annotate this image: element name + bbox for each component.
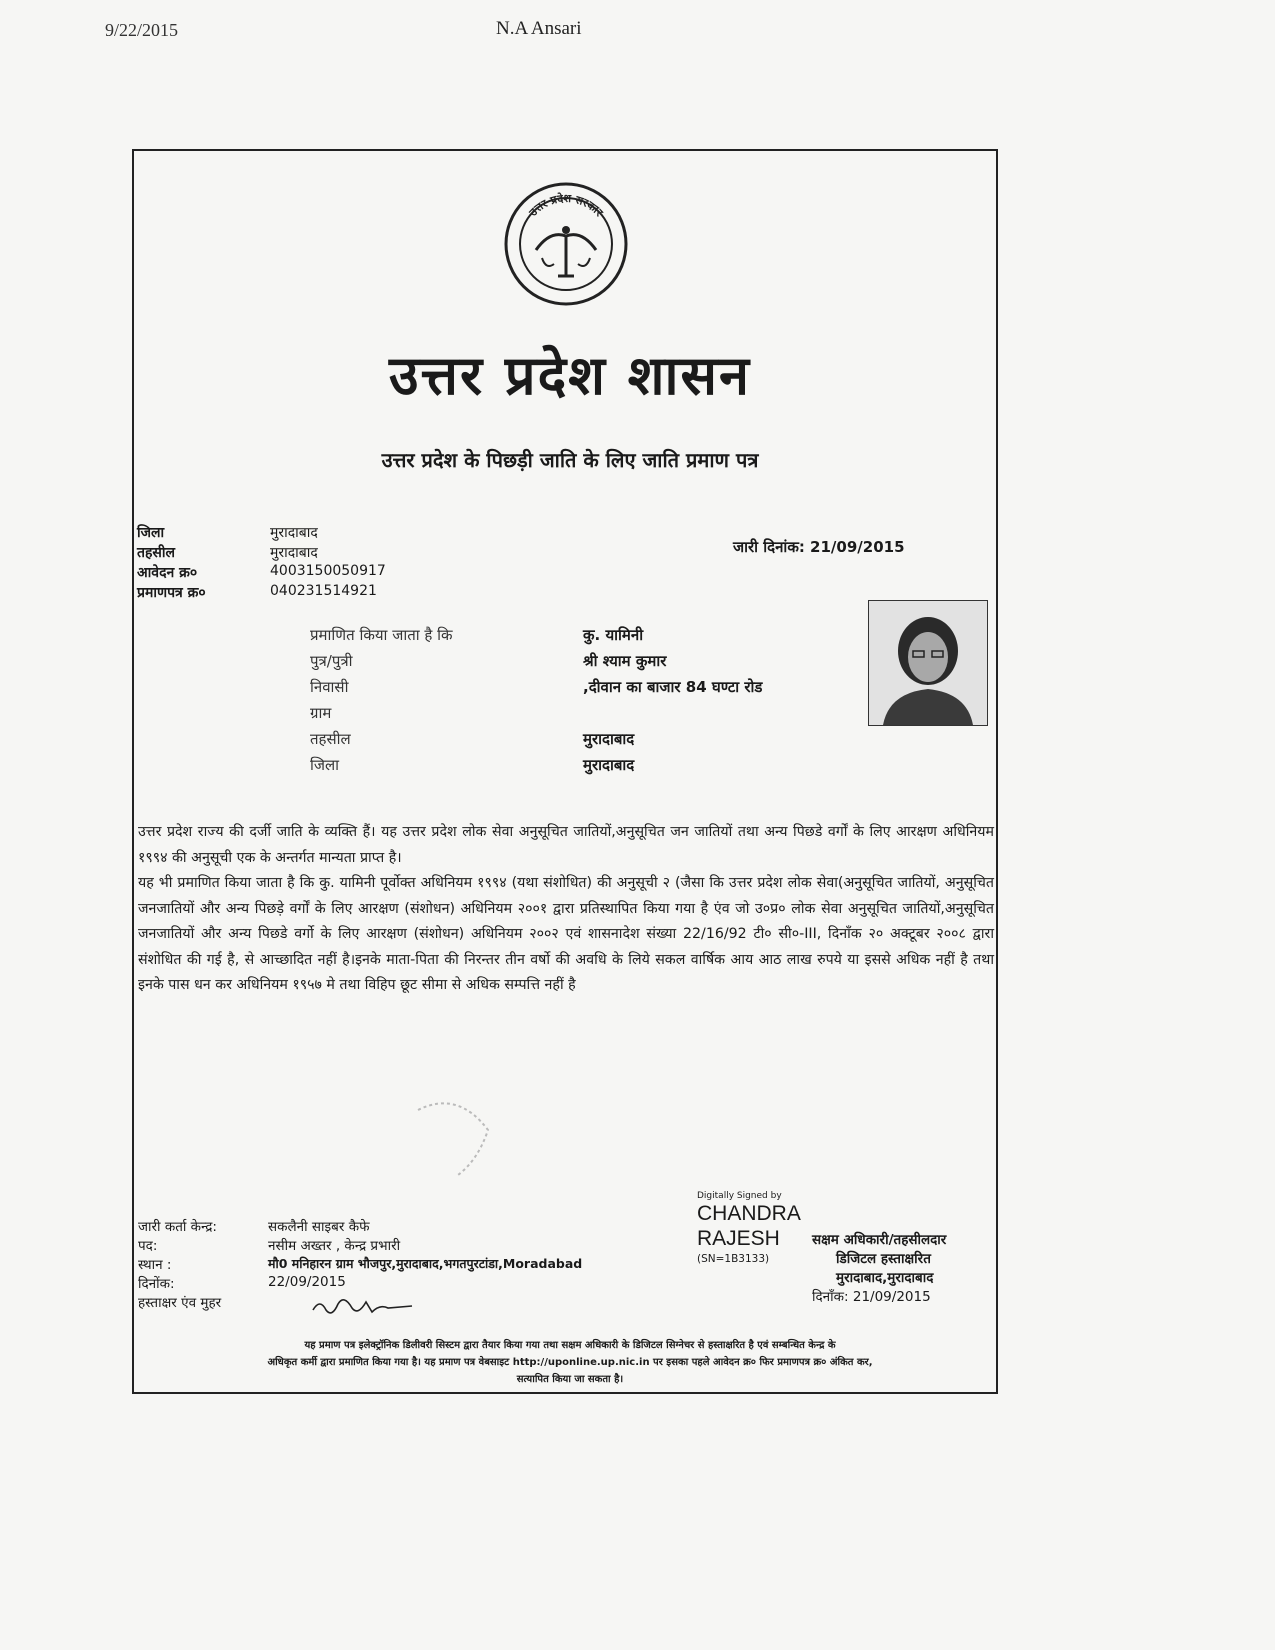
certificate-paragraph-eligibility: यह भी प्रमाणित किया जाता है कि कु. यामिनी पूर्वोक्त अधिनियम १९९४ (यथा संशोधित) की अनुसूची २ (जैसा कि उत्तर प्रदेश लोक सेवा(अनुसूचित जातियों, अनुसूचित जनजातियों और अन्य पिछड़े वर्गों के लिए आरक्षण (संशोधन) अधिनियम २००१ द्वारा प्रतिस्थापित किया गया है एंव जो उ०प्र० लोक सेवा अनुसूचित जातियों,अनुसूचित जनजातियों और अन्य पिछडे वर्गो के लिए आरक्षण (संशोधन) अधिनियम २००२ एवं शासनादेश संख्या 22/16/92 टी० सी०-III, दिनाँक २० अक्टूबर २००८ द्वारा संशोधित की गई है, से आच्छादित नहीं है।इनके माता-पिता की निरन्तर तीन वर्षो की अवधि के लिये सकल वार्षिक आय आठ लाख रुपये या इससे अधिक नहीं है तथा इनके पास धन कर अधिनियम १९५७ मे तथा विहिप छूट सीमा से अधिक सम्पत्ति नहीं है	[138, 875, 994, 993]
field-label-son-daughter: पुत्र/पुत्री	[310, 652, 353, 670]
certificate-main-title: उत्तर प्रदेश शासन	[389, 344, 751, 407]
certificate-paragraph-caste: उत्तर प्रदेश राज्य की दर्जी जाति के व्यक्ति हैं। यह उत्तर प्रदेश लोक सेवा अनुसूचित जातियों,अनुसूचित जन जातियों तथा अन्य पिछडे वर्गों के लिए आरक्षण अधिनियम १९९४ की अनुसूची एक के अन्तर्गत मान्यता प्राप्त है।	[138, 824, 994, 866]
field-label-certified: प्रमाणित किया जाता है कि	[310, 626, 453, 644]
field-label-resident: निवासी	[310, 678, 349, 696]
emblem-text: उत्तर प्रदेश सरकार	[526, 191, 606, 220]
officer-digital-sign-note: डिजिटल हस्ताक्षरित	[836, 1251, 931, 1267]
certificate-subtitle: उत्तर प्रदेश के पिछड़ी जाति के लिए जाति प्रमाण पत्र	[381, 448, 759, 472]
meta-label-tehsil: तहसील	[137, 545, 175, 561]
handwritten-signature	[308, 1290, 418, 1320]
applicant-photo	[868, 600, 988, 726]
faint-stamp-mark	[408, 1090, 498, 1180]
meta-value-certificate-no: 040231514921	[270, 583, 377, 599]
issuer-label-signature-seal: हस्ताक्षर एंव मुहर	[138, 1295, 222, 1311]
meta-value-tehsil: मुरादाबाद	[270, 545, 318, 561]
issuer-value-center: सकलैनी साइबर कैफे	[268, 1219, 370, 1235]
officer-designation: सक्षम अधिकारी/तहसीलदार	[812, 1232, 947, 1248]
disclaimer-line-1: यह प्रमाण पत्र इलेक्ट्रॉनिक डिलीवरी सिस्टम द्वारा तैयार किया गया तथा सक्षम अधिकारी के डिजिटल सिग्नेचर से हस्ताक्षरित है एवं सम्बन्धित केन्द्र के	[304, 1340, 836, 1351]
field-label-tehsil: तहसील	[310, 730, 351, 748]
field-value-address: ,दीवान का बाजार 84 घण्टा रोड	[583, 678, 763, 696]
issuer-value-post: नसीम अख्तर , केन्द्र प्रभारी	[268, 1238, 401, 1254]
issuer-label-center: जारी कर्ता केन्द्र:	[138, 1219, 217, 1235]
officer-date: दिनाँक: 21/09/2015	[812, 1289, 931, 1305]
verification-disclaimer	[150, 1337, 990, 1388]
issuer-value-place: मौ0 मनिहारन ग्राम भौजपुर,मुरादाबाद,भगतपुरटांडा,Moradabad	[268, 1256, 583, 1271]
print-date: 9/22/2015	[105, 20, 179, 40]
field-value-father-name: श्री श्याम कुमार	[583, 652, 667, 670]
meta-label-district: जिला	[137, 525, 165, 541]
officer-location: मुरादाबाद,मुरादाबाद	[836, 1270, 934, 1286]
digital-signer-name	[697, 1201, 817, 1251]
svg-text:उत्तर प्रदेश सरकार	[526, 191, 606, 220]
issuer-label-place: स्थान :	[138, 1257, 172, 1273]
field-label-district: जिला	[310, 756, 340, 774]
meta-label-application-no: आवेदन क्र०	[137, 565, 198, 581]
issuer-label-date: दिनोंक:	[138, 1276, 175, 1292]
print-owner-name: N.A Ansari	[496, 18, 582, 39]
digital-signer-last-name: RAJESH	[697, 1227, 780, 1250]
meta-label-certificate-no: प्रमाणपत्र क्र०	[137, 585, 206, 601]
certificate-body	[138, 820, 994, 999]
digital-signature-caption: Digitally Signed by	[697, 1191, 782, 1201]
disclaimer-line-2: अधिकृत कर्मी द्वारा प्रमाणित किया गया है। यह प्रमाण पत्र वेबसाइट http://uponline.up.nic.in पर इसका पहले आवेदन क्र० फिर प्रमाणपत्र क्र० अंकित कर,	[267, 1357, 873, 1368]
issuer-label-post: पद:	[138, 1238, 158, 1254]
digital-signer-first-name: CHANDRA	[697, 1202, 801, 1225]
issue-date: जारी दिनांक: 21/09/2015	[733, 538, 905, 556]
digital-signature-serial: (SN=1B3133)	[697, 1253, 770, 1265]
meta-value-application-no: 4003150050917	[270, 563, 386, 579]
issuer-value-date: 22/09/2015	[268, 1274, 346, 1290]
field-value-district: मुरादाबाद	[583, 756, 635, 774]
meta-value-district: मुरादाबाद	[270, 525, 318, 541]
field-value-tehsil: मुरादाबाद	[583, 730, 635, 748]
up-government-emblem	[502, 180, 630, 308]
field-value-holder-name: कु. यामिनी	[583, 626, 644, 644]
field-label-village: ग्राम	[310, 704, 332, 722]
photo-portrait-icon	[869, 601, 987, 725]
disclaimer-line-3: सत्यापित किया जा सकता है।	[516, 1374, 624, 1385]
